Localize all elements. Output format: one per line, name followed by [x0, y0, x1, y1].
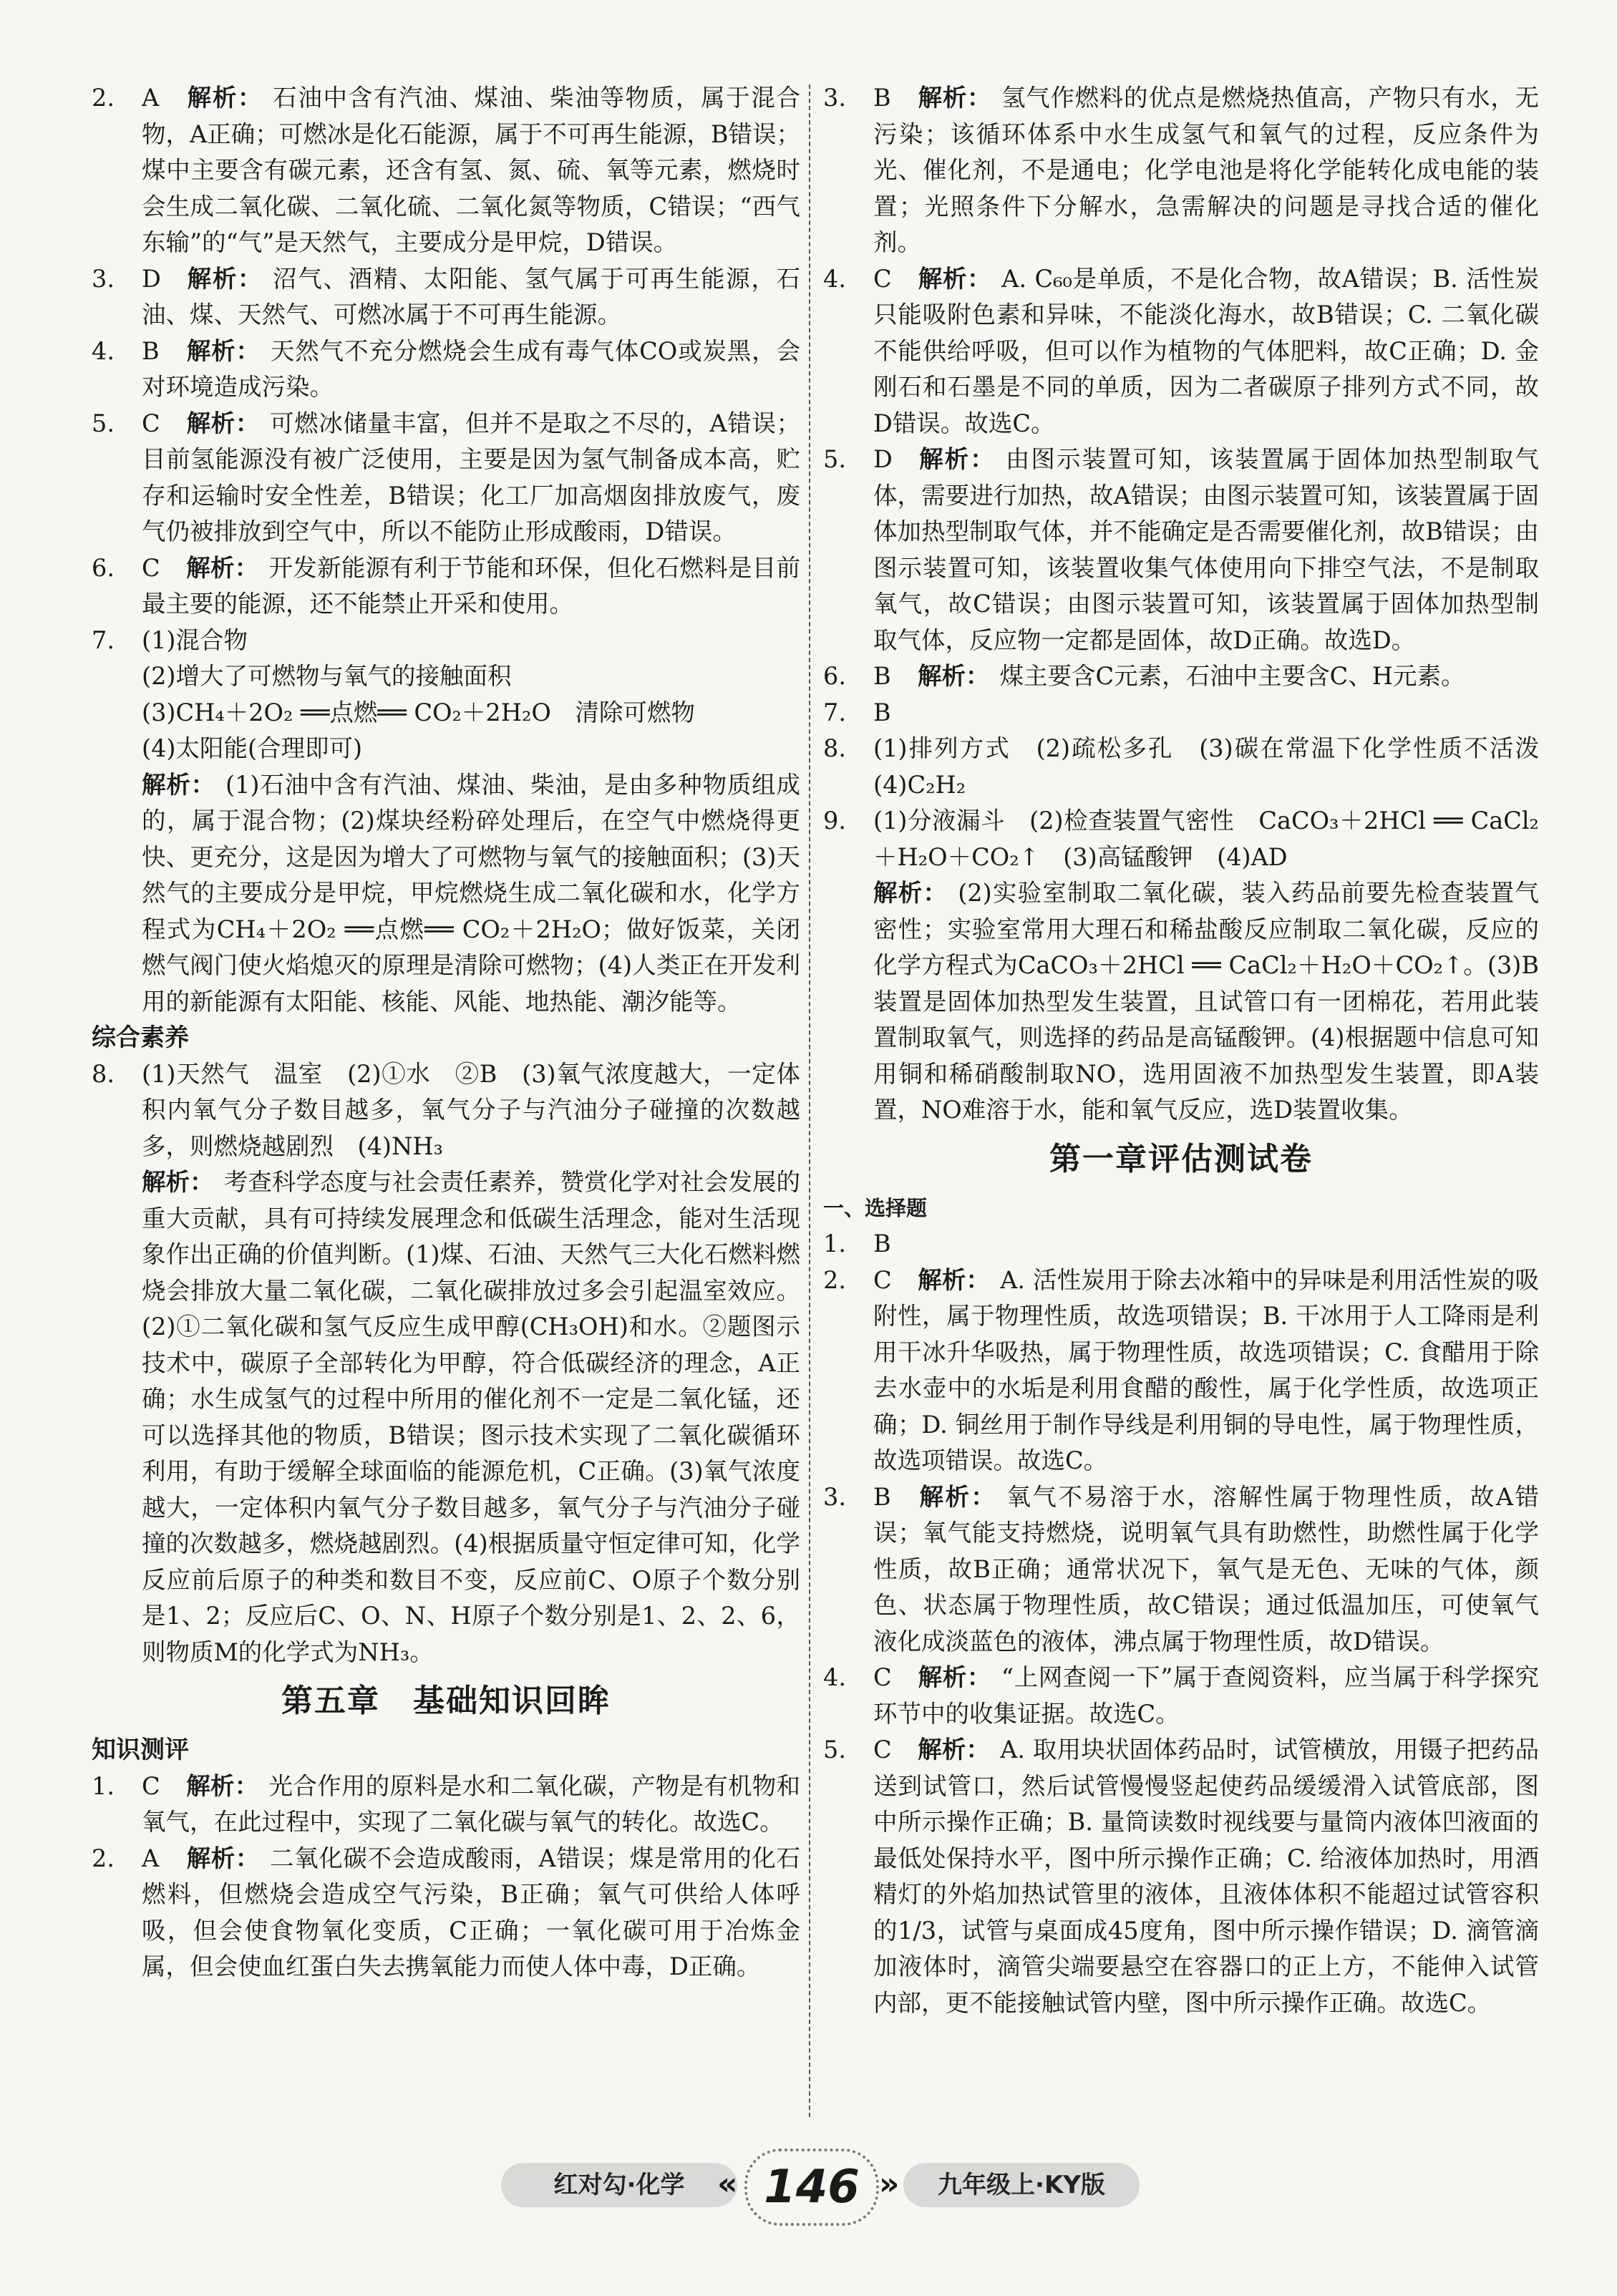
analysis-text: A. 取用块状固体药品时，试管横放，用镊子把药品送到试管口，然后试管慢慢竖起使药品缓缓滑入试管底部，图中所示操作正确；B. 量筒读数时视线要与量筒内液体凹液面的最低处保持水平，图中所示操作正确；C. 给液体加热时，用酒精灯的外焰加热试管里的液体，且液体体积不能超过试管容积的1/3，试管与桌面成45度角，图中所示操作错误；D. 滴管滴加液体时，滴管尖端要悬空在容器口的正上方，不能伸入试管内部，更不能接触试管内壁，图中所示操作正确。故选C。 — [873, 1736, 1540, 2017]
answer-line: (1)排列方式 (2)疏松多孔 (3)碳在常温下化学性质不活泼 (4)C₂H₂ — [873, 734, 1563, 799]
item-number: 8. — [823, 734, 846, 762]
item-number: 8. — [92, 1059, 115, 1088]
analysis-label: 解析： — [186, 409, 261, 437]
analysis-label: 解析： — [918, 445, 996, 473]
analysis-label: 解析： — [186, 264, 263, 293]
left-column — [92, 80, 800, 1985]
item-number: 5. — [823, 1736, 846, 1764]
item-number: 5. — [823, 445, 846, 473]
answer-choice: B — [142, 336, 160, 365]
analysis-label: 解析： — [873, 879, 948, 907]
analysis-label: 解析： — [186, 84, 263, 112]
answer-item — [92, 623, 800, 1021]
section-heading: 综合素养 — [92, 1023, 189, 1052]
analysis-label: 解析： — [142, 770, 216, 799]
answer-item — [823, 80, 1539, 261]
chevron-left-icon: « — [717, 2166, 738, 2202]
answer-choice: A — [142, 84, 160, 112]
analysis-text: (1)石油中含有汽油、煤油、柴油，是由多种物质组成的，属于混合物；(2)煤块经粉碎处理后，在空气中燃烧得更快、更充分，这是因为增大了可燃物与氧气的接触面积；(3)天然气的主要成分是甲烷，甲烷燃烧生成二氧化碳和水，化学方程式为CH₄＋2O₂ ══点燃══ CO₂＋2H₂O；做好饭菜，关闭燃气阀门使火焰熄灭的原理是清除可燃物；(4)人类正在开发利用的新能源有太阳能、核能、风能、地热能、潮汐能等。 — [142, 770, 801, 1016]
answer-item — [823, 695, 1539, 731]
analysis-text: (2)实验室制取二氧化碳，装入药品前要先检查装置气密性；实验室常用大理石和稀盐酸反应制取二氧化碳，反应的化学方程式为CaCO₃＋2HCl ══ CaCl₂＋H₂O＋CO₂↑。(3)B装置是固体加热型发生装置，且试管口有一团棉花，若用此装置制取氧气，则选择的药品是高锰酸钾。(4)根据题中信息可知用铜和稀硝酸制取NO，选用固液不加热型发生装置，即A装置，NO难溶于水，能和氧气反应，选D装置收集。 — [873, 879, 1540, 1124]
item-number: 6. — [92, 553, 115, 582]
answer-item — [823, 731, 1563, 803]
item-number: 9. — [823, 807, 846, 835]
answer-choice: A — [142, 1844, 160, 1872]
answer-item — [92, 1769, 800, 1841]
answer-choice: C — [873, 1736, 892, 1764]
answer-item — [823, 1263, 1539, 1479]
section-heading: 知识测评 — [92, 1736, 189, 1764]
answer-item — [823, 261, 1539, 442]
analysis-text: 光合作用的原料是水和二氧化碳，产物是有机物和氧气，在此过程中，实现了二氧化碳与氧气的转化。故选C。 — [142, 1771, 801, 1836]
analysis-text: 由图示装置可知，该装置属于固体加热型制取气体，需要进行加热，故A错误；由图示装置可知，该装置属于固体加热型制取气体，并不能确定是否需要催化剂，故B错误；由图示装置可知，该装置收集气体使用向下排空气法，不是制取氧气，故C错误；由图示装置可知，该装置属于固体加热型制取气体，反应物一定都是固体，故D正确。故选D。 — [873, 445, 1540, 654]
answer-item — [823, 1479, 1539, 1660]
item-number: 1. — [823, 1230, 846, 1258]
answer-choice: D — [873, 445, 893, 473]
answer-item — [823, 803, 1539, 1129]
analysis-text: 可燃冰储量丰富，但并不是取之不尽的，A错误；目前氢能源没有被广泛使用，主要是因为氢气制备成本高，贮存和运输时安全性差，B错误；化工厂加高烟囱排放废气，废气仍被排放到空气中，所以不能防止形成酸雨，D错误。 — [142, 409, 800, 545]
answer-item — [92, 1841, 800, 1985]
grade-edition-badge: 九年级上·KY版 — [903, 2163, 1140, 2207]
analysis-text: 煤主要含C元素，石油中主要含C、H元素。 — [999, 662, 1465, 690]
chevron-right-icon: » — [879, 2166, 900, 2202]
chapter-title: 第五章 基础知识回眸 — [281, 1683, 611, 1719]
answer-item — [92, 261, 800, 334]
analysis-label: 解析： — [918, 662, 990, 690]
answer-item — [92, 1056, 800, 1671]
answer-choice: C — [873, 264, 892, 293]
analysis-label: 解析： — [186, 553, 259, 582]
page-number: 146 — [744, 2149, 879, 2226]
section-heading: 一、选择题 — [823, 1195, 928, 1220]
column-divider — [809, 84, 810, 2117]
answer-line: (1)天然气 温室 (2)①水 ②B (3)氧气浓度越大，一定体积内氧气分子数目越多，氧气分子与汽油分子碰撞的次数越多，则燃烧越剧烈 (4)NH₃ — [142, 1059, 800, 1160]
analysis-text: 氢气作燃料的优点是燃烧热值高，产物只有水，无污染；该循环体系中水生成氢气和氧气的过程，反应条件为光、催化剂，不是通电；化学电池是将化学能转化成电能的装置；光照条件下分解水，急需解决的问题是寻找合适的催化剂。 — [873, 84, 1539, 256]
analysis-label: 解析： — [918, 1663, 991, 1691]
book-title-badge: 红对勾·化学 — [501, 2163, 737, 2207]
answer-choice: B — [873, 698, 891, 726]
analysis-label: 解析： — [918, 1482, 997, 1511]
analysis-text: 氧气不易溶于水，溶解性属于物理性质，故A错误；氧气能支持燃烧，说明氧气具有助燃性，助燃性属于化学性质，故B正确；通常状况下，氧气是无色、无味的气体，颜色、状态属于物理性质，故C错误；通过低温加压，可使氧气液化成淡蓝色的液体，沸点属于物理性质，故D错误。 — [873, 1482, 1539, 1655]
answer-choice: B — [873, 1230, 891, 1258]
analysis-label: 解析： — [918, 264, 992, 293]
answer-choice: C — [142, 553, 160, 582]
item-number: 4. — [823, 264, 846, 293]
analysis-text: 沼气、酒精、太阳能、氢气属于可再生能源，石油、煤、天然气、可燃冰属于不可再生能源。 — [142, 264, 801, 329]
item-number: 1. — [92, 1771, 115, 1800]
item-number: 2. — [92, 84, 115, 112]
analysis-text: 考查科学态度与社会责任素养，赞赏化学对社会发展的重大贡献，具有可持续发展理念和低碳生活理念，能对生活现象作出正确的价值判断。(1)煤、石油、天然气三大化石燃料燃烧会排放大量二氧化碳，二氧化碳排放过多会引起温室效应。(2)①二氧化碳和氢气反应生成甲醇(CH₃OH)和水。②题图示技术中，碳原子全部转化为甲醇，符合低碳经济的理念，A正确；水生成氢气的过程中所用的催化剂不一定是二氧化锰，还可以选择其他的物质，B错误；图示技术实现了二氧化碳循环利用，有助于缓解全球面临的能源危机，C正确。(3)氧气浓度越大，一定体积内氧气分子数目越多，氧气分子与汽油分子碰撞的次数越多，燃烧越剧烈。(4)根据质量守恒定律可知，化学反应前后原子的种类和数目不变，反应前C、O原子个数分别是1、2；反应后C、O、N、H原子个数分别是1、2、2、6，则物质M的化学式为NH₃。 — [142, 1168, 801, 1666]
analysis-text: A. 活性炭用于除去冰箱中的异味是利用活性炭的吸附性，属于物理性质，故选项错误；B. 干冰用于人工降雨是利用干冰升华吸热，属于物理性质，故选项错误；C. 食醋用于除去水壶中的水垢是利用食醋的酸性，属于化学性质，故选项正确；D. 铜丝用于制作导线是利用铜的导电性，属于物理性质，故选项错误。故选C。 — [873, 1265, 1540, 1474]
answer-choice: B — [873, 662, 891, 690]
analysis-text: A. C₆₀是单质，不是化合物，故A错误；B. 活性炭只能吸附色素和异味，不能淡化海水，故B错误；C. 二氧化碳不能供给呼吸，但可以作为植物的气体肥料，故C正确；D. 金刚石和石墨是不同的单质，因为二者碳原子排列方式不同，故D错误。故选C。 — [873, 264, 1540, 437]
item-number: 2. — [92, 1844, 115, 1872]
item-number: 7. — [823, 698, 846, 726]
answer-item — [823, 1732, 1539, 2021]
analysis-label: 解析： — [142, 1168, 214, 1196]
item-number: 4. — [92, 336, 115, 365]
analysis-text: “上网查阅一下”属于查阅资料，应当属于科学探究环节中的收集证据。故选C。 — [873, 1663, 1539, 1728]
analysis-label: 解析： — [918, 1736, 991, 1764]
chapter-title: 第一章评估测试卷 — [1049, 1140, 1313, 1177]
answer-choice: B — [873, 1482, 891, 1511]
item-number: 3. — [92, 264, 115, 293]
answer-item — [92, 334, 800, 406]
answer-item — [823, 1226, 1539, 1263]
answer-item — [92, 80, 800, 261]
item-number: 7. — [92, 626, 115, 654]
analysis-label: 解析： — [186, 1771, 259, 1800]
answer-choice: B — [873, 84, 891, 112]
answer-choice: C — [873, 1663, 892, 1691]
analysis-label: 解析： — [918, 1265, 991, 1294]
item-number: 3. — [823, 1482, 846, 1511]
item-number: 2. — [823, 1265, 846, 1294]
analysis-text: 二氧化碳不会造成酸雨，A错误；煤是常用的化石燃料，但燃烧会造成空气污染，B正确；氧气可供给人体呼吸，但会使食物氧化变质，C正确；一氧化碳可用于冶炼金属，但会使血红蛋白失去携氧能力而使人体中毒，D正确。 — [142, 1844, 800, 1980]
answer-item — [92, 406, 800, 550]
analysis-label: 解析： — [918, 84, 992, 112]
right-column — [823, 80, 1563, 2021]
answer-line: (1)分液漏斗 (2)检查装置气密性 CaCO₃＋2HCl ══ CaCl₂＋H₂O＋CO₂↑ (3)高锰酸钾 (4)AD — [873, 807, 1539, 871]
answer-item — [92, 550, 800, 623]
answer-item — [823, 442, 1539, 658]
answer-item — [823, 658, 1539, 695]
answer-choice: C — [142, 1771, 160, 1800]
answer-item — [823, 1660, 1539, 1732]
item-number: 3. — [823, 84, 846, 112]
analysis-text: 石油中含有汽油、煤油、柴油等物质，属于混合物，A正确；可燃冰是化石能源，属于不可再生能源，B错误；煤中主要含有碳元素，还含有氢、氮、硫、氧等元素，燃烧时会生成二氧化碳、二氧化硫、二氧化氮等物质，C错误；“西气东输”的“气”是天然气，主要成分是甲烷，D错误。 — [142, 84, 801, 256]
analysis-label: 解析： — [186, 336, 261, 365]
answer-line: (3)CH₄＋2O₂ ══点燃══ CO₂＋2H₂O 清除可燃物 — [142, 698, 695, 726]
answer-line: (1)混合物 — [142, 626, 248, 654]
analysis-label: 解析： — [186, 1844, 261, 1872]
answer-choice: C — [142, 409, 160, 437]
analysis-text: 开发新能源有利于节能和环保，但化石燃料是目前最主要的能源，还不能禁止开采和使用。 — [142, 553, 801, 618]
page-footer — [0, 2141, 1617, 2227]
answer-line: (4)太阳能(合理即可) — [142, 734, 363, 762]
answer-choice: D — [142, 264, 161, 293]
analysis-text: 天然气不充分燃烧会生成有毒气体CO或炭黑，会对环境造成污染。 — [142, 336, 800, 401]
answer-line: (2)增大了可燃物与氧气的接触面积 — [142, 662, 512, 690]
item-number: 6. — [823, 662, 846, 690]
answer-choice: C — [873, 1265, 892, 1294]
item-number: 5. — [92, 409, 115, 437]
item-number: 4. — [823, 1663, 846, 1691]
